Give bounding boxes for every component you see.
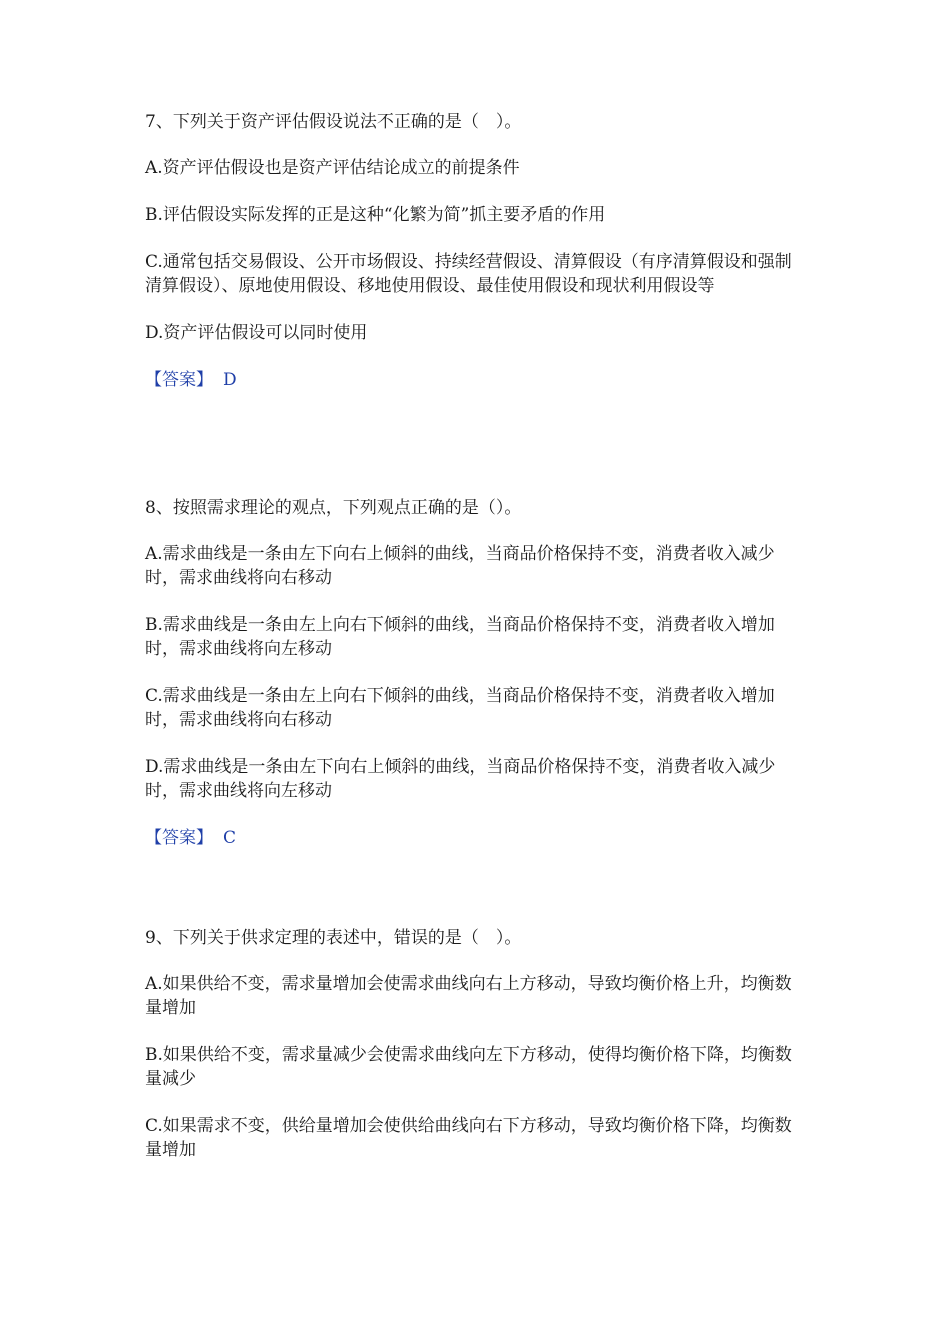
question-stem: 8、按照需求理论的观点，下列观点正确的是（）。 (145, 498, 522, 518)
question-stem: 9、下列关于供求定理的表述中，错误的是（ ）。 (145, 928, 522, 948)
option-a: A.需求曲线是一条由左下向右上倾斜的曲线，当商品价格保持不变，消费者收入减少时，需求曲线将向右移动 (145, 544, 775, 588)
answer-label: 【答案】 (145, 370, 213, 390)
option-a: A.如果供给不变，需求量增加会使需求曲线向右上方移动，导致均衡价格上升，均衡数量增加 (145, 974, 792, 1018)
option-d: D.需求曲线是一条由左下向右上倾斜的曲线，当商品价格保持不变，消费者收入减少时，需求曲线将向左移动 (145, 757, 776, 801)
option-b: B.需求曲线是一条由左上向右下倾斜的曲线，当商品价格保持不变，消费者收入增加时，需求曲线将向左移动 (145, 615, 775, 659)
option-c: C.如果需求不变，供给量增加会使供给曲线向右下方移动，导致均衡价格下降，均衡数量增加 (145, 1116, 792, 1160)
question-stem: 7、下列关于资产评估假设说法不正确的是（ ）。 (145, 112, 522, 132)
option-b: B.如果供给不变，需求量减少会使需求曲线向左下方移动，使得均衡价格下降，均衡数量减少 (145, 1045, 792, 1089)
answer-line (145, 826, 805, 850)
option-c: C.需求曲线是一条由左上向右下倾斜的曲线，当商品价格保持不变，消费者收入增加时，需求曲线将向右移动 (145, 686, 775, 730)
answer-label: 【答案】 (145, 828, 213, 848)
question-7 (145, 110, 805, 392)
option-b: B.评估假设实际发挥的正是这种“化繁为简”抓主要矛盾的作用 (145, 205, 606, 225)
option-d: D.资产评估假设可以同时使用 (145, 323, 368, 343)
answer-value: D (223, 370, 237, 390)
question-8 (145, 496, 805, 850)
answer-value: C (223, 828, 237, 848)
question-9 (145, 926, 805, 1185)
answer-line (145, 368, 805, 392)
option-c: C.通常包括交易假设、公开市场假设、持续经营假设、清算假设（有序清算假设和强制清算假设）、原地使用假设、移地使用假设、最佳使用假设和现状利用假设等 (145, 252, 792, 296)
option-a: A.资产评估假设也是资产评估结论成立的前提条件 (145, 158, 520, 178)
